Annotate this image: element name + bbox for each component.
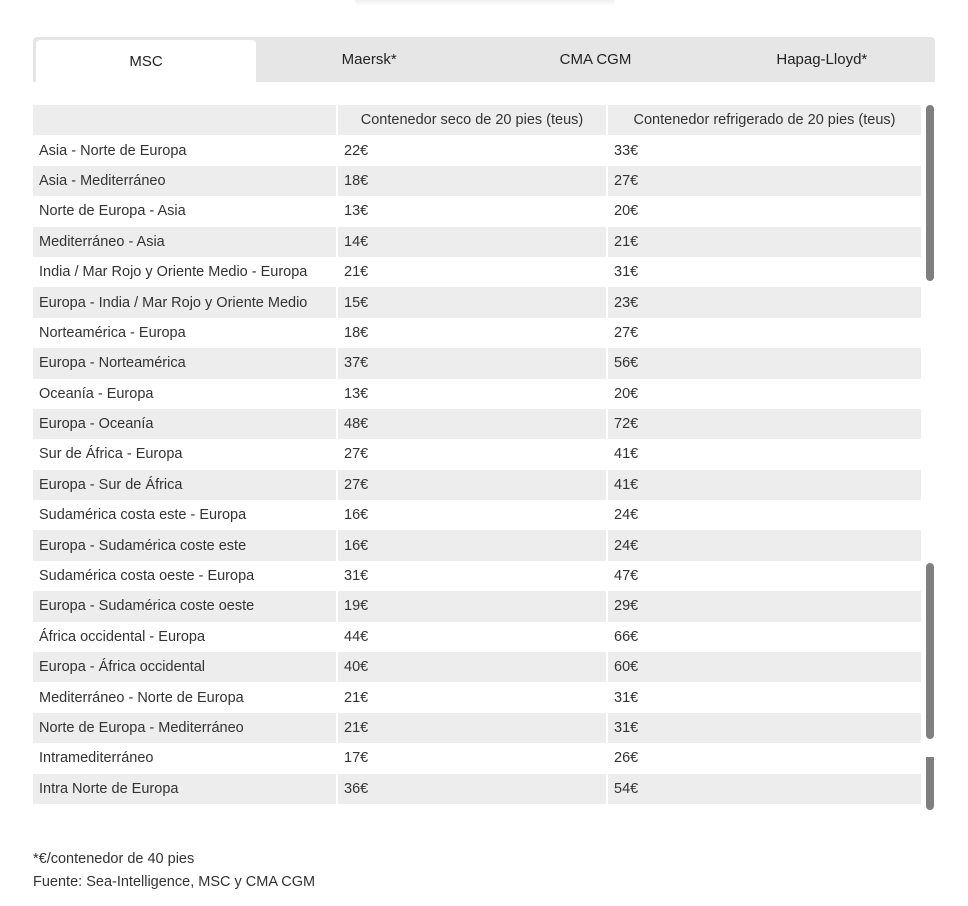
route-cell: Europa - Sudamérica coste oeste bbox=[33, 591, 338, 621]
dry-container-cell: 21€ bbox=[338, 257, 608, 287]
route-cell: Europa - Norteamérica bbox=[33, 348, 338, 378]
table-row bbox=[33, 682, 923, 712]
dry-container-cell: 44€ bbox=[338, 622, 608, 652]
footnote: *€/contenedor de 40 pies bbox=[33, 851, 195, 867]
rates-table-container bbox=[33, 105, 923, 804]
dry-container-cell: 19€ bbox=[338, 591, 608, 621]
table-row bbox=[33, 622, 923, 652]
route-cell: Intramediterráneo bbox=[33, 743, 338, 773]
route-cell: Mediterráneo - Norte de Europa bbox=[33, 682, 338, 712]
table-row bbox=[33, 379, 923, 409]
table-row bbox=[33, 348, 923, 378]
top-shadow bbox=[355, 0, 615, 6]
table-row bbox=[33, 318, 923, 348]
table-row bbox=[33, 135, 923, 165]
route-cell: Asia - Norte de Europa bbox=[33, 135, 338, 165]
route-cell: Norteamérica - Europa bbox=[33, 318, 338, 348]
dry-container-cell: 31€ bbox=[338, 561, 608, 591]
dry-container-cell: 22€ bbox=[338, 135, 608, 165]
route-cell: India / Mar Rojo y Oriente Medio - Europa bbox=[33, 257, 338, 287]
rates-table bbox=[33, 105, 923, 804]
dry-container-cell: 13€ bbox=[338, 379, 608, 409]
reefer-container-cell: 54€ bbox=[608, 774, 923, 804]
reefer-container-cell: 31€ bbox=[608, 713, 923, 743]
reefer-container-cell: 29€ bbox=[608, 591, 923, 621]
carrier-tabs bbox=[33, 37, 935, 82]
table-row bbox=[33, 166, 923, 196]
table-row bbox=[33, 409, 923, 439]
reefer-container-cell: 23€ bbox=[608, 287, 923, 317]
scrollbar-thumb[interactable] bbox=[926, 105, 934, 281]
dry-container-cell: 27€ bbox=[338, 470, 608, 500]
table-body bbox=[33, 135, 923, 804]
table-row bbox=[33, 561, 923, 591]
reefer-container-cell: 41€ bbox=[608, 470, 923, 500]
reefer-container-cell: 41€ bbox=[608, 439, 923, 469]
table-row bbox=[33, 652, 923, 682]
source-line bbox=[33, 871, 315, 894]
table-header-row bbox=[33, 105, 923, 135]
dry-container-cell: 36€ bbox=[338, 774, 608, 804]
dry-container-cell: 16€ bbox=[338, 530, 608, 560]
table-row bbox=[33, 227, 923, 257]
table-row bbox=[33, 257, 923, 287]
reefer-container-cell: 26€ bbox=[608, 743, 923, 773]
route-cell: Sur de África - Europa bbox=[33, 439, 338, 469]
route-cell: Europa - Sur de África bbox=[33, 470, 338, 500]
dry-container-cell: 17€ bbox=[338, 743, 608, 773]
dry-container-cell: 40€ bbox=[338, 652, 608, 682]
route-cell: Europa - Oceanía bbox=[33, 409, 338, 439]
dry-container-cell: 14€ bbox=[338, 227, 608, 257]
reefer-container-cell: 66€ bbox=[608, 622, 923, 652]
route-cell: Sudamérica costa oeste - Europa bbox=[33, 561, 338, 591]
reefer-container-cell: 33€ bbox=[608, 135, 923, 165]
table-row bbox=[33, 439, 923, 469]
footer-notes bbox=[33, 848, 315, 894]
reefer-container-cell: 31€ bbox=[608, 257, 923, 287]
scrollbar-thumb[interactable] bbox=[926, 757, 934, 810]
header-dry-container: Contenedor seco de 20 pies (teus) bbox=[338, 105, 608, 135]
dry-container-cell: 16€ bbox=[338, 500, 608, 530]
route-cell: Europa - Sudamérica coste este bbox=[33, 530, 338, 560]
route-cell: Intra Norte de Europa bbox=[33, 774, 338, 804]
dry-container-cell: 13€ bbox=[338, 196, 608, 226]
header-route bbox=[33, 105, 338, 135]
reefer-container-cell: 60€ bbox=[608, 652, 923, 682]
route-cell: Mediterráneo - Asia bbox=[33, 227, 338, 257]
table-row bbox=[33, 713, 923, 743]
reefer-container-cell: 72€ bbox=[608, 409, 923, 439]
reefer-container-cell: 20€ bbox=[608, 196, 923, 226]
reefer-container-cell: 20€ bbox=[608, 379, 923, 409]
reefer-container-cell: 24€ bbox=[608, 530, 923, 560]
table-row bbox=[33, 470, 923, 500]
tab-maersk[interactable]: Maersk* bbox=[341, 51, 397, 68]
reefer-container-cell: 31€ bbox=[608, 682, 923, 712]
reefer-container-cell: 24€ bbox=[608, 500, 923, 530]
scrollbar-thumb[interactable] bbox=[926, 563, 934, 739]
table-row bbox=[33, 591, 923, 621]
reefer-container-cell: 27€ bbox=[608, 166, 923, 196]
table-row bbox=[33, 196, 923, 226]
tab-hapag-lloyd[interactable]: Hapag-Lloyd* bbox=[776, 51, 868, 68]
table-row bbox=[33, 287, 923, 317]
dry-container-cell: 37€ bbox=[338, 348, 608, 378]
route-cell: África occidental - Europa bbox=[33, 622, 338, 652]
header-reefer-container: Contenedor refrigerado de 20 pies (teus) bbox=[608, 105, 923, 135]
route-cell: Sudamérica costa este - Europa bbox=[33, 500, 338, 530]
reefer-container-cell: 47€ bbox=[608, 561, 923, 591]
route-cell: Europa - África occidental bbox=[33, 652, 338, 682]
reefer-container-cell: 21€ bbox=[608, 227, 923, 257]
route-cell: Norte de Europa - Asia bbox=[33, 196, 338, 226]
reefer-container-cell: 56€ bbox=[608, 348, 923, 378]
dry-container-cell: 18€ bbox=[338, 318, 608, 348]
table-row bbox=[33, 774, 923, 804]
dry-container-cell: 21€ bbox=[338, 682, 608, 712]
route-cell: Oceanía - Europa bbox=[33, 379, 338, 409]
dry-container-cell: 48€ bbox=[338, 409, 608, 439]
tab-cma-cgm[interactable]: CMA CGM bbox=[559, 51, 632, 68]
source-value: Sea-Intelligence, MSC y CMA CGM bbox=[86, 874, 316, 890]
dry-container-cell: 21€ bbox=[338, 713, 608, 743]
tab-msc[interactable]: MSC bbox=[36, 40, 256, 82]
route-cell: Asia - Mediterráneo bbox=[33, 166, 338, 196]
source-label: Fuente: bbox=[33, 874, 83, 890]
table-row bbox=[33, 530, 923, 560]
table-row bbox=[33, 743, 923, 773]
dry-container-cell: 27€ bbox=[338, 439, 608, 469]
route-cell: Norte de Europa - Mediterráneo bbox=[33, 713, 338, 743]
table-row bbox=[33, 500, 923, 530]
route-cell: Europa - India / Mar Rojo y Oriente Medio bbox=[33, 287, 338, 317]
dry-container-cell: 18€ bbox=[338, 166, 608, 196]
reefer-container-cell: 27€ bbox=[608, 318, 923, 348]
dry-container-cell: 15€ bbox=[338, 287, 608, 317]
